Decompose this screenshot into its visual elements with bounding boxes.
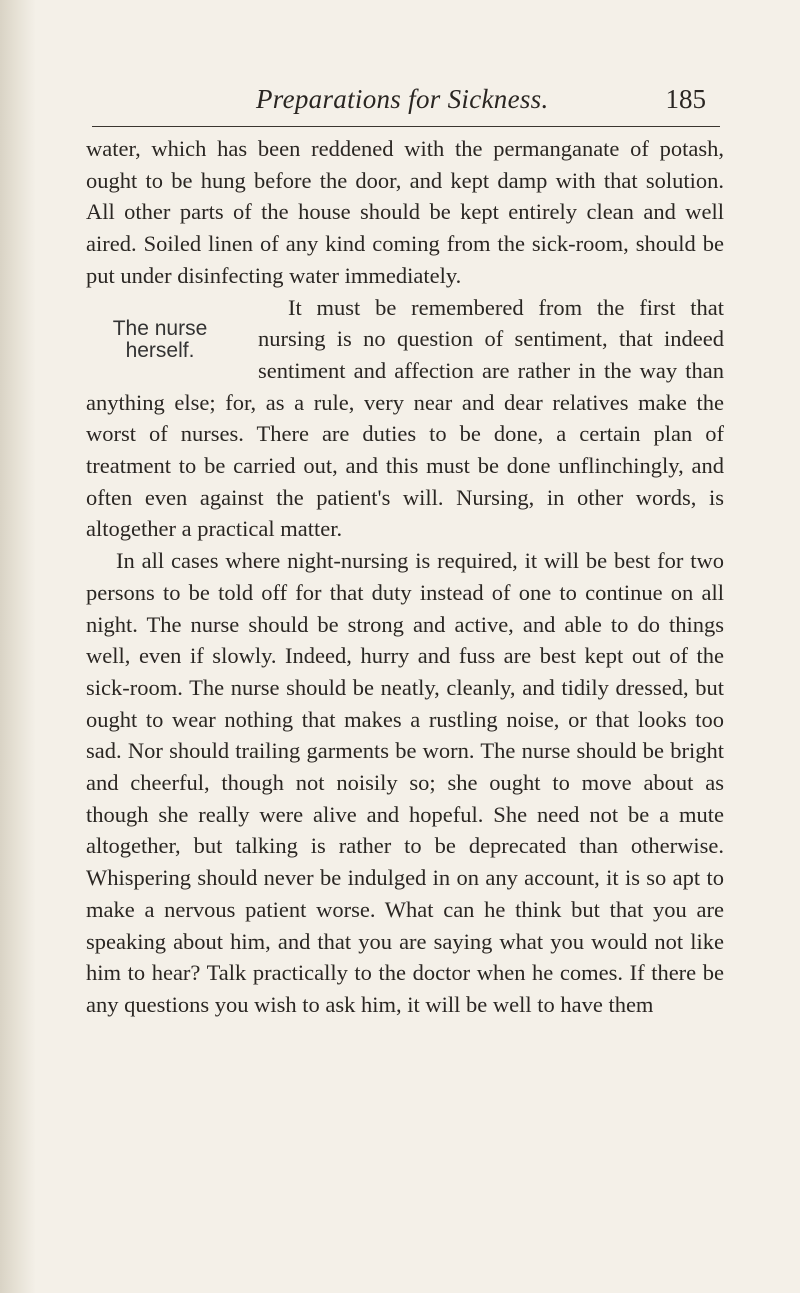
paragraph-continued: water, which has been reddened with the permanganate of potash, ought to be hung before the door, and kept damp with that solution. All other parts of the house should be kept entirely clean and well aired. Soiled linen of any kind coming from the sick-room, should be put under disinfecting water immediately.: [86, 136, 724, 288]
paragraph-nurse-sentiment: [86, 292, 724, 546]
header-rule: [92, 126, 720, 127]
paragraph-night-nursing: In all cases where night-nursing is required, it will be best for two persons to be told off for that duty instead of one to continue on all night. The nurse should be strong and active, and able to do things well, even if slowly. Indeed, hurry and fuss are best kept out of the sick-room. The nurse should be neatly, cleanly, and tidily dressed, but ought to wear nothing that makes a rustling noise, or that looks too sad. Nor should trailing garments be worn. The nurse should be bright and cheerful, though not noisily so; she ought to move about as though she really were alive and hopeful. She need not be a mute altogether, but talking is rather to be deprecated than otherwise. Whispering should never be indulged in on any account, it is so apt to make a nervous patient worse. What can he think but that you are speaking about him, and that you are saying what you would not like him to hear? Talk practically to the doctor when he comes. If there be any questions you wish to ask him, it will be well to have them: [86, 548, 724, 1017]
running-title: Preparations for Sickness.: [256, 84, 549, 114]
page-number: 185: [665, 84, 706, 114]
page-header: [92, 84, 742, 124]
body-text: [86, 133, 724, 1021]
page-binding-edge: [0, 0, 36, 1293]
paragraph-nurse-sentiment-text: It must be remembered from the first that nursing is no question of sentiment, that indeed sentiment and affection are rather in the way than anything else; for, as a rule, very near and dear relatives make the worst of nurses. There are duties to be done, a certain plan of treatment to be carried out, and this must be done unflinchingly, and often even against the patient's will. Nursing, in other words, is altogether a practical matter.: [86, 294, 724, 542]
marginal-sidenote: The nurse herself.: [112, 316, 208, 362]
